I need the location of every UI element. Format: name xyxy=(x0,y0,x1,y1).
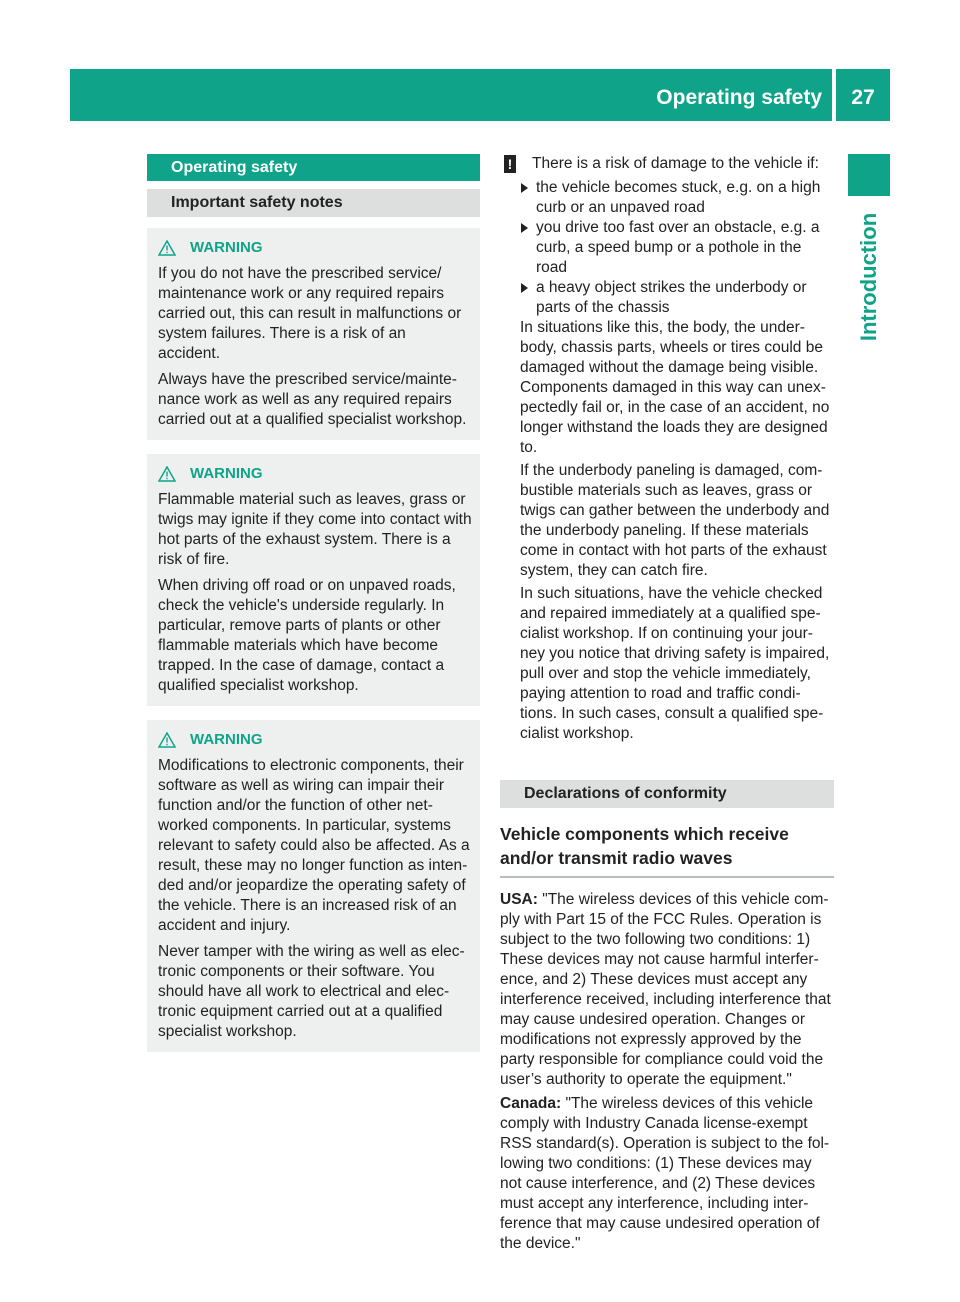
exclamation-icon: ! xyxy=(504,155,516,173)
warning-paragraph: If you do not have the prescribed service/ maintenance work or any required repairs carried out, this can result in malfunctions or system failures. There is a risk of an accident. xyxy=(158,265,462,362)
usa-label: USA: xyxy=(500,891,538,908)
list-item: a heavy object strikes the underbody or parts of the chassis xyxy=(520,278,834,318)
warning-label: WARNING xyxy=(190,465,263,482)
side-tab-label: Introduction xyxy=(856,212,881,342)
notice-intro: There is a risk of damage to the vehicle if: xyxy=(532,155,819,172)
notice-paragraph: In situations like this, the body, the under- body, chassis parts, wheels or tires could be damaged without the damage being visible. Components damaged in this way can unex- pectedly fail or, in the case of an accident, no longer withstand the loads they are designed to. xyxy=(520,319,830,456)
warning-label: WARNING xyxy=(190,731,263,748)
left-column xyxy=(147,154,480,1052)
warning-box-3 xyxy=(147,720,480,1052)
notice-body xyxy=(500,318,834,744)
warning-triangle-icon xyxy=(158,732,178,748)
usa-text: "The wireless devices of this vehicle com- ply with Part 15 of the FCC Rules. Operation is subject to the two following two conditions: 1) These devices may not cause harmful interfer- ence, and 2) These devices must accept any interference received, including interference that may cause undesired operation. Changes or modifications not expressly approved by the party responsible for compliance could void the user’s authority to operate the equipment." xyxy=(500,891,831,1088)
subsection-title: Important safety notes xyxy=(147,189,480,217)
canada-paragraph xyxy=(500,1094,834,1254)
warning-triangle-icon xyxy=(158,240,178,256)
list-item: the vehicle becomes stuck, e.g. on a high curb or an unpaved road xyxy=(520,178,834,218)
warning-paragraph: Always have the prescribed service/mainte- nance work as well as any required repairs carried out at a qualified specialist workshop. xyxy=(158,371,467,428)
warning-header xyxy=(158,464,472,484)
section-title: Operating safety xyxy=(147,154,480,181)
warning-header xyxy=(158,730,472,750)
list-item: you drive too fast over an obstacle, e.g. a curb, a speed bump or a pothole in the road xyxy=(520,218,834,278)
canada-label: Canada: xyxy=(500,1095,562,1112)
warning-box-1 xyxy=(147,228,480,440)
heading-rule xyxy=(500,876,834,878)
right-column xyxy=(500,154,834,1258)
warning-label: WARNING xyxy=(190,239,263,256)
page-number: 27 xyxy=(851,86,875,109)
conformity-text xyxy=(500,890,834,1254)
notice-header xyxy=(500,154,834,174)
warning-paragraph: Modifications to electronic components, their software as well as wiring can impair their function and/or the function of other net- worked components. In particular, systems relevant to safety could also be affected. As a result, these may no longer function as inten- ded and/or jeopardize the operating safety of the vehicle. There is an increased risk of an accident and injury. xyxy=(158,757,470,934)
notice-bullet-list xyxy=(500,178,834,318)
header-title: Operating safety xyxy=(656,86,822,109)
warning-triangle-icon xyxy=(158,466,178,482)
canada-text: "The wireless devices of this vehicle comply with Industry Canada license-exempt RSS standard(s). Operation is subject to the fol- lowing two conditions: (1) These devices may not cause interference, and (2) These devices must accept any interference, including inter- ference that may cause undesired operation of the device." xyxy=(500,1095,830,1252)
warning-paragraph: When driving off road or on unpaved roads, check the vehicle's underside regularly. In particular, remove parts of plants or other flammable materials which have become trapped. In the case of damage, contact a qualified specialist workshop. xyxy=(158,577,456,694)
warning-box-2 xyxy=(147,454,480,706)
warning-header xyxy=(158,238,472,258)
declarations-title: Declarations of conformity xyxy=(500,780,834,808)
side-tab xyxy=(848,202,890,352)
warning-paragraph: Flammable material such as leaves, grass or twigs may ignite if they come into contact with hot parts of the exhaust system. There is a risk of fire. xyxy=(158,491,472,568)
notice-paragraph: If the underbody paneling is damaged, com- bustible materials such as leaves, grass or twigs can gather between the underbody and the underbody paneling. If these materials come in contact with hot parts of the exhaust system, they can catch fire. xyxy=(520,462,830,579)
radio-heading: Vehicle components which receive and/or transmit radio waves xyxy=(500,824,789,868)
usa-paragraph xyxy=(500,890,834,1090)
notice-paragraph: In such situations, have the vehicle checked and repaired immediately at a qualified spe- cialist workshop. If on continuing your jour- ney you notice that driving safety is impaired, pull over and stop the vehicle immediately, paying attention to road and traffic condi- tions. In such cases, consult a qualified spe- cialist workshop. xyxy=(520,585,830,742)
side-tab-marker xyxy=(848,154,890,196)
warning-paragraph: Never tamper with the wiring as well as elec- tronic components or their software. You should have all work to electrical and elec- tronic equipment carried out at a qualified specialist workshop. xyxy=(158,943,465,1040)
